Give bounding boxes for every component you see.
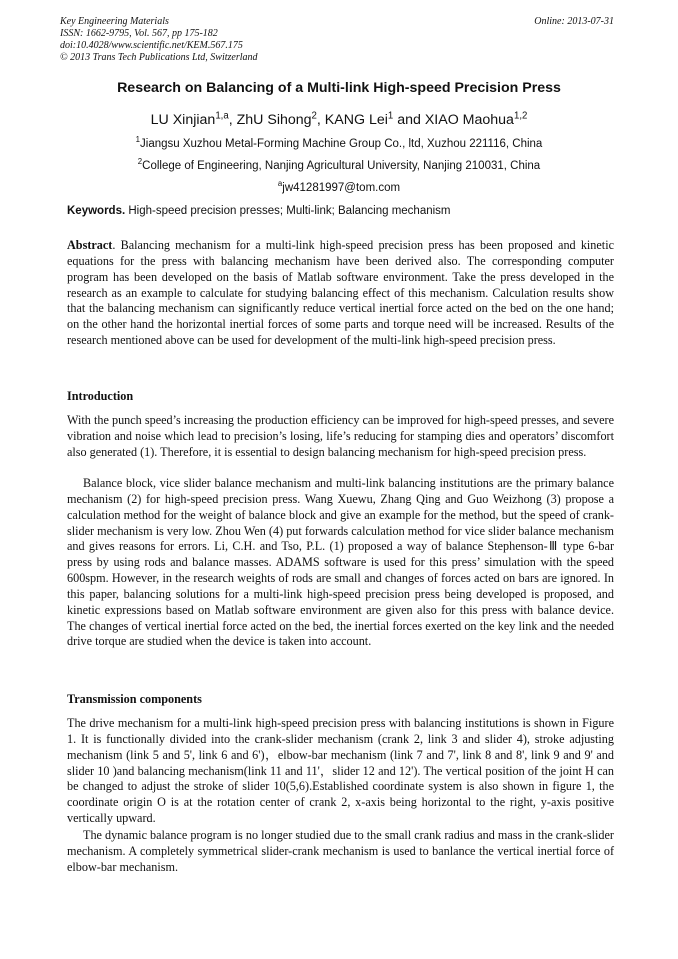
transmission-paragraph-2: The dynamic balance program is no longer studied due to the small crank radius and mass in the crank-slider mechanism. A completely symmetrical slider-crank mechanism is used to banlance the vertical inertial force of elbow-bar mechanism. <box>67 828 614 874</box>
section-heading-transmission: Transmission components <box>67 692 202 706</box>
issn-line: ISSN: 1662-9795, Vol. 567, pp 175-182 <box>60 28 218 39</box>
affiliation-text: College of Engineering, Nanjing Agricultural University, Nanjing 210031, China <box>142 160 541 172</box>
author-separator: , <box>228 112 237 128</box>
author-sup: 1 <box>387 110 394 122</box>
author-separator: , <box>316 112 325 128</box>
journal-header <box>60 16 258 64</box>
email-text: jw41281997@tom.com <box>282 182 401 194</box>
keywords <box>67 205 451 217</box>
online-date: Online: 2013-07-31 <box>534 16 614 27</box>
affiliation-2 <box>0 157 678 172</box>
introduction-paragraph-1: With the punch speed’s increasing the production efficiency can be improved for high-speed presses, and severe vibration and noise which lead to precision’s losing, life’s reducing for stamping dies and operators’ discomfort also generated (1). Therefore, it is essential to design balancing mechanism for high-speed precision press. <box>67 413 614 459</box>
affiliation-1 <box>0 135 678 150</box>
section-heading-introduction: Introduction <box>67 389 134 403</box>
email-sup: a <box>277 179 283 189</box>
transmission-paragraph-1: The drive mechanism for a multi-link high-speed precision press with balancing institutions is shown in Figure 1. It is functionally divided into the crank-slider mechanism (crank 2, link 3 and slider 4), stroke adjusting mechanism (link 5 and 5', link 6 and 6')，elbow-bar mechanism (link 7 and 7', link 8 and 8', link 9 and 9' and slider 10 )and balancing mechanism(link 11 and 11'，slider 12 and 12'). The vertical position of the joint H can be changed to adjust the stroke of slider 10(5,6).Established coordinate system is also shown in figure 1, the coordinate origin O is at the rotation center of crank 2, x-axis being horizontal to the right, y-axis positive vertically upward. <box>67 716 614 826</box>
journal-name: Key Engineering Materials <box>60 16 169 27</box>
author-name: LU Xinjian <box>150 112 216 128</box>
author-email <box>0 179 678 194</box>
author-sup: 1,a <box>215 110 229 122</box>
affiliation-sup: 2 <box>137 157 143 167</box>
copyright-line: © 2013 Trans Tech Publications Ltd, Switzerland <box>60 52 258 63</box>
abstract-text: . Balancing mechanism for a multi-link high-speed precision press has been proposed and kinetic equations for the press with balancing mechanism have been derived also. The corresponding computer program has been developed on the basis of Matlab software environment. Take the press developed in the research as an example to calculate for studying balancing effect of this mechanism. Calculation results show that the balancing mechanism can significantly reduce vertical inertial force acted on the bed on the one hand; on the other hand the horizontal inertial forces of some parts and torque need will be increased. Results of the research mentioned above can be used for development of the multi-link high-speed precision press. <box>67 238 614 348</box>
affiliation-text: Jiangsu Xuzhou Metal-Forming Machine Group Co., ltd, Xuzhou 221116, China <box>140 138 543 150</box>
affiliation-sup: 1 <box>135 135 141 145</box>
author-separator: and <box>393 112 425 128</box>
paper-title: Research on Balancing of a Multi-link High-speed Precision Press <box>117 80 561 96</box>
author-name: XIAO Maohua <box>424 112 514 128</box>
keywords-label: Keywords. <box>67 205 126 217</box>
abstract-label: Abstract <box>67 238 113 252</box>
keywords-text: High-speed precision presses; Multi-link; Balancing mechanism <box>125 205 451 217</box>
abstract <box>67 238 614 349</box>
author-name: ZhU Sihong <box>236 112 312 128</box>
author-sup: 2 <box>311 110 317 122</box>
doi-line: doi:10.4028/www.scientific.net/KEM.567.175 <box>60 40 243 51</box>
author-name: KANG Lei <box>324 112 388 128</box>
introduction-paragraph-2: Balance block, vice slider balance mechanism and multi-link balancing institutions are the primary balance mechanism (2) for high-speed precision press. Wang Xuewu, Zhang Qing and Guo Weizhong (3) propose a calculation method for the weight of balance block and give an example for the method, but the speed of crank-slider mechanism is very low. Zhou Wen (4) put forwards calculation method for vice slider balance mechanism and gives reasons for errors. Li, C.H. and Tso, P.L. (1) proposed a way of balance Stephenson-Ⅲ type 6-bar press by using rods and balance masses. ADAMS software is used for this press’ simulation with the speed 600spm. However, in the research weights of rods are small and changes of forces acted on bars are ignored. In this paper, balancing solutions for a multi-link high-speed precision press being developed is proposed, and kinetic expressions based on Matlab software environment are given also for this press with balance device. The changes of vertical inertial force acted on the bed, the inertial forces exerted on the key link and the needed drive torque are studied when the device is taken into account. <box>67 476 614 649</box>
author-sup: 1,2 <box>513 110 528 122</box>
author-list <box>0 112 678 128</box>
